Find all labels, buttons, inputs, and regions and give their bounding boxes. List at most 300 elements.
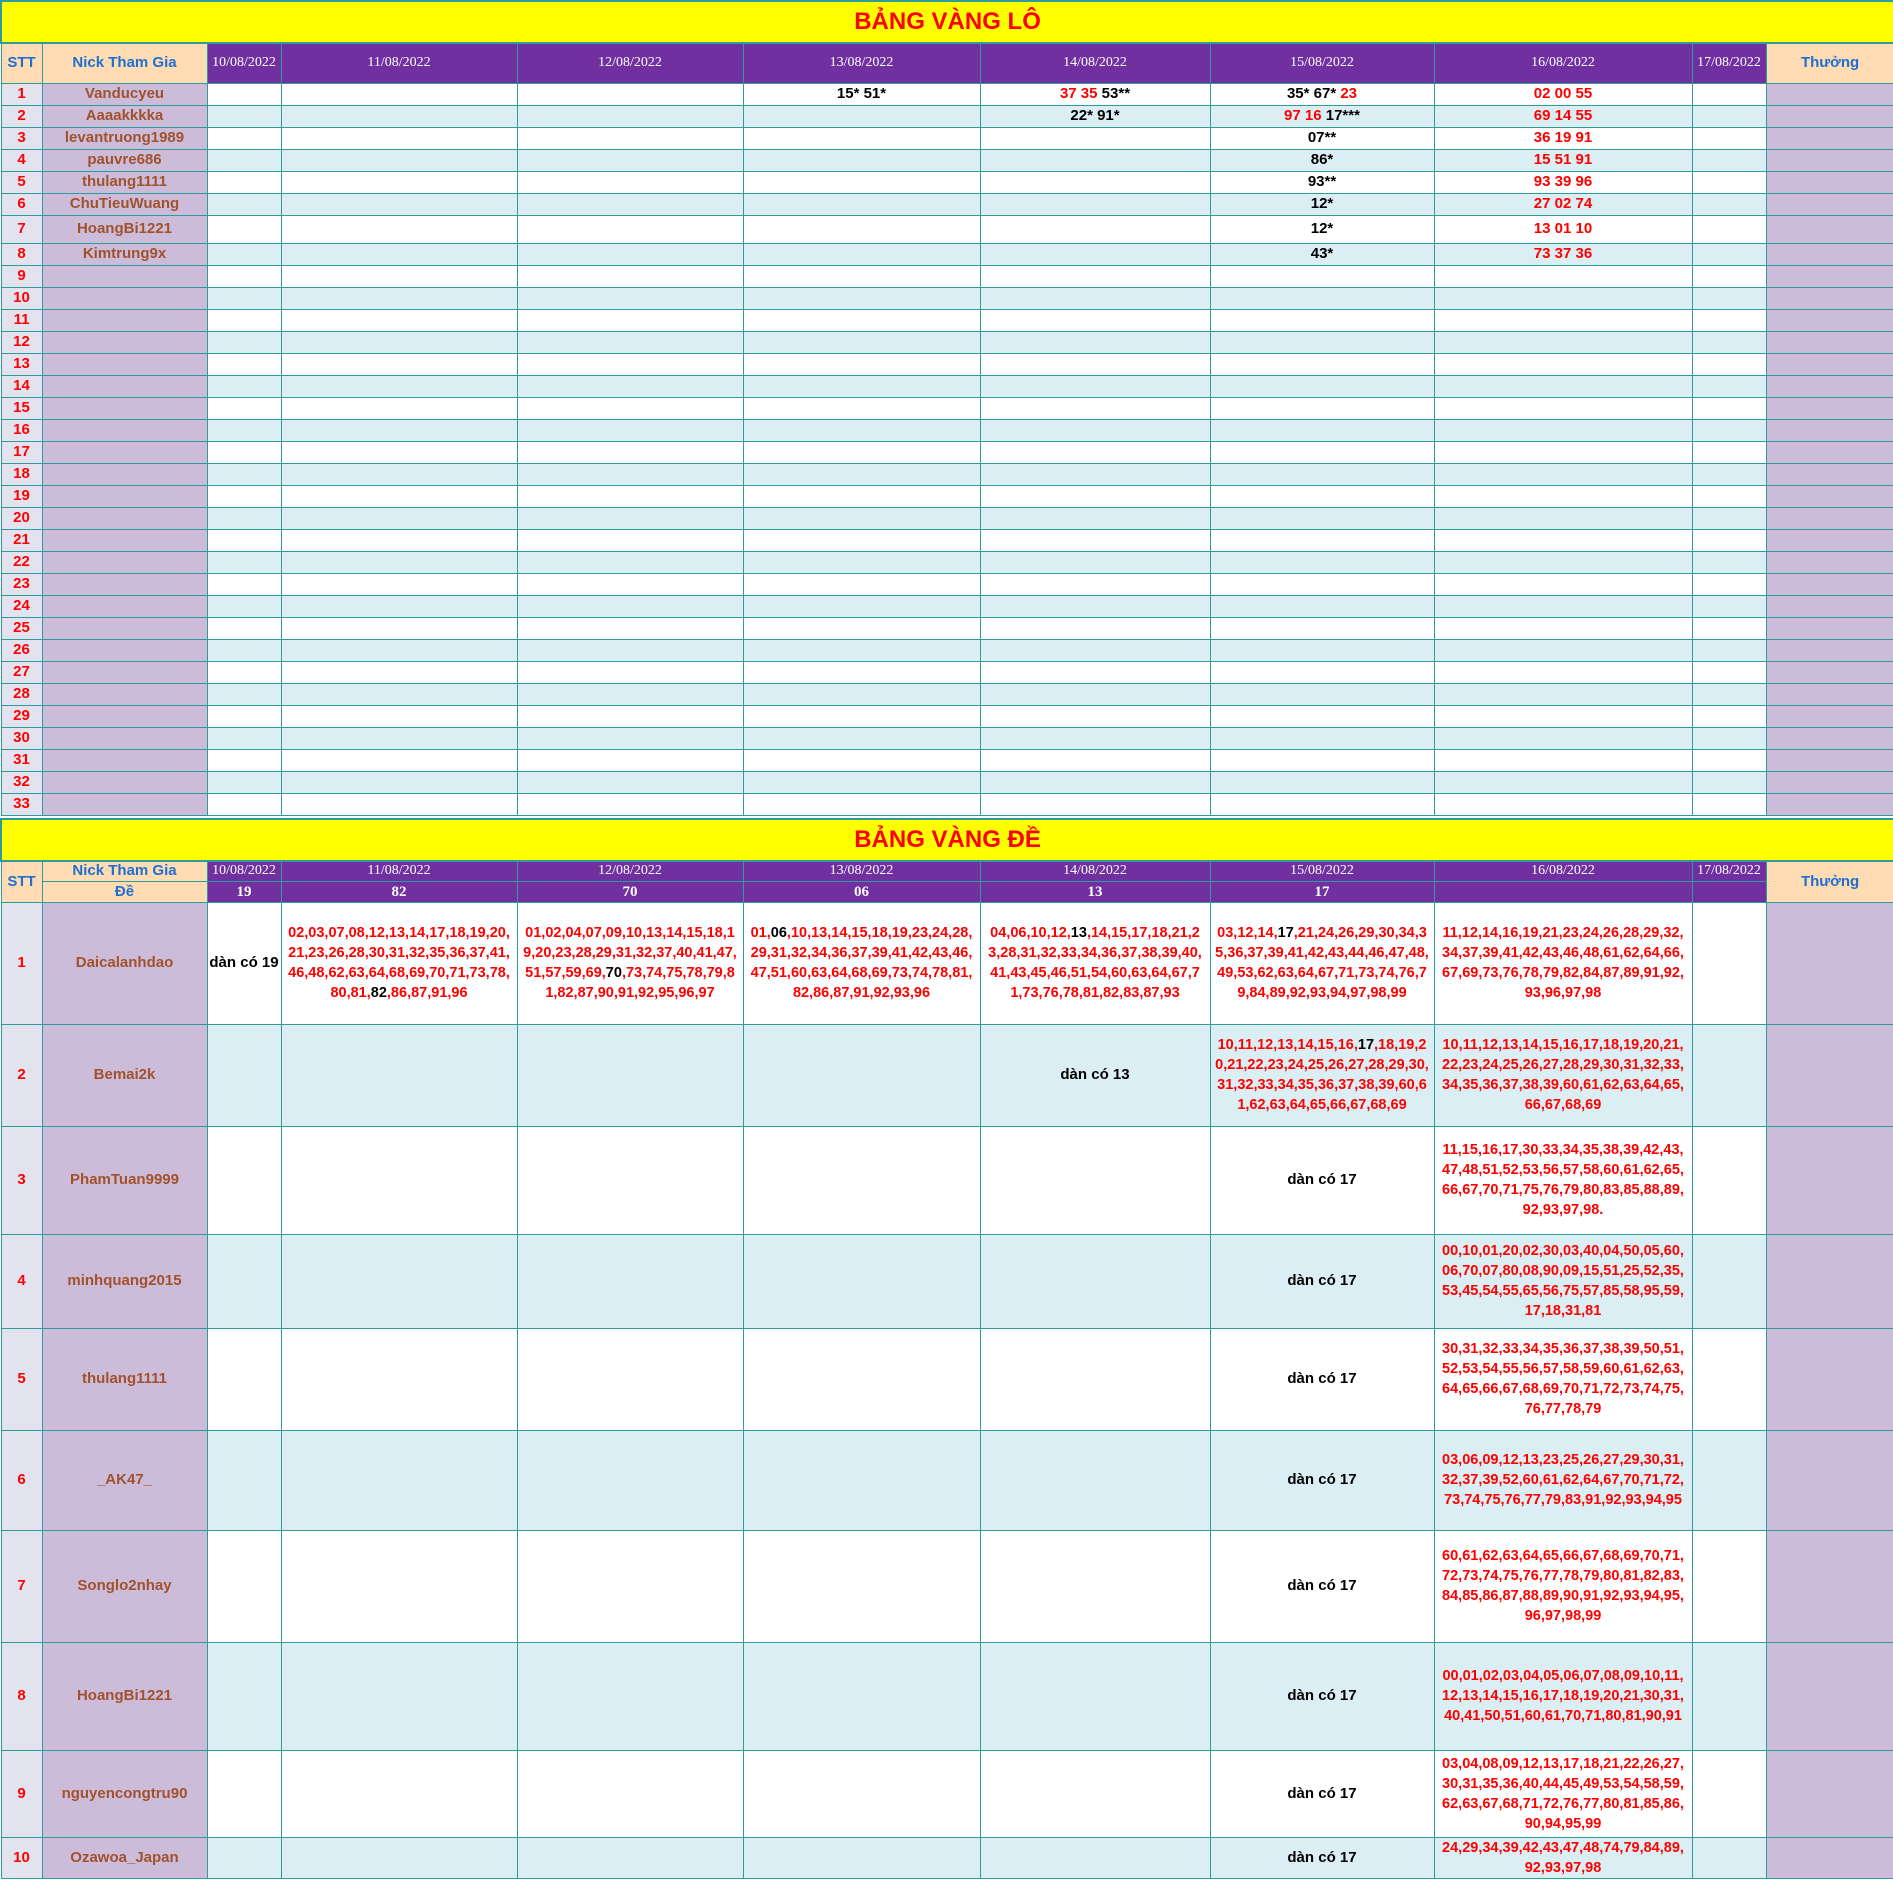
- lo-cell[interactable]: [281, 705, 517, 727]
- lo-cell[interactable]: [1692, 193, 1766, 215]
- de-cell[interactable]: [1692, 1837, 1766, 1878]
- lo-cell[interactable]: [517, 705, 743, 727]
- de-cell[interactable]: [281, 1024, 517, 1126]
- lo-cell[interactable]: [980, 551, 1210, 573]
- lo-cell[interactable]: [281, 265, 517, 287]
- lo-cell[interactable]: [1692, 243, 1766, 265]
- lo-cell[interactable]: [281, 419, 517, 441]
- lo-cell[interactable]: [743, 127, 980, 149]
- lo-cell[interactable]: [281, 771, 517, 793]
- lo-cell[interactable]: [1434, 171, 1692, 193]
- lo-cell[interactable]: [1210, 485, 1434, 507]
- lo-cell[interactable]: [207, 331, 281, 353]
- lo-cell[interactable]: [1210, 617, 1434, 639]
- lo-cell[interactable]: [517, 331, 743, 353]
- lo-cell[interactable]: [281, 485, 517, 507]
- lo-cell[interactable]: [743, 265, 980, 287]
- de-cell[interactable]: [517, 1750, 743, 1837]
- lo-cell[interactable]: [980, 661, 1210, 683]
- lo-cell[interactable]: [1210, 83, 1434, 105]
- de-cell[interactable]: [517, 1328, 743, 1430]
- lo-cell[interactable]: [281, 441, 517, 463]
- de-cell[interactable]: [980, 1126, 1210, 1234]
- lo-cell[interactable]: [517, 441, 743, 463]
- lo-cell[interactable]: [1434, 705, 1692, 727]
- de-cell[interactable]: [980, 902, 1210, 1024]
- lo-cell[interactable]: [980, 353, 1210, 375]
- lo-cell[interactable]: [1210, 463, 1434, 485]
- de-cell[interactable]: [980, 1642, 1210, 1750]
- lo-cell[interactable]: [1434, 193, 1692, 215]
- lo-cell[interactable]: [1210, 397, 1434, 419]
- lo-cell[interactable]: [980, 573, 1210, 595]
- lo-cell[interactable]: [281, 193, 517, 215]
- lo-cell[interactable]: [1210, 595, 1434, 617]
- lo-cell[interactable]: [1434, 463, 1692, 485]
- lo-cell[interactable]: [1434, 793, 1692, 815]
- lo-cell[interactable]: [207, 83, 281, 105]
- lo-cell[interactable]: [1210, 149, 1434, 171]
- de-cell[interactable]: [1210, 1642, 1434, 1750]
- de-cell[interactable]: [281, 1530, 517, 1642]
- de-cell[interactable]: [207, 1234, 281, 1328]
- lo-cell[interactable]: [1434, 127, 1692, 149]
- lo-cell[interactable]: [1692, 397, 1766, 419]
- de-cell[interactable]: [743, 1530, 980, 1642]
- lo-cell[interactable]: [1210, 105, 1434, 127]
- lo-cell[interactable]: [207, 573, 281, 595]
- lo-cell[interactable]: [980, 215, 1210, 243]
- lo-cell[interactable]: [281, 749, 517, 771]
- lo-cell[interactable]: [281, 215, 517, 243]
- lo-cell[interactable]: [1692, 507, 1766, 529]
- lo-cell[interactable]: [281, 639, 517, 661]
- lo-cell[interactable]: [1210, 193, 1434, 215]
- lo-cell[interactable]: [207, 463, 281, 485]
- lo-cell[interactable]: [743, 639, 980, 661]
- de-cell[interactable]: [207, 1024, 281, 1126]
- lo-cell[interactable]: [207, 265, 281, 287]
- lo-cell[interactable]: [517, 749, 743, 771]
- de-cell[interactable]: [281, 1642, 517, 1750]
- lo-cell[interactable]: [281, 105, 517, 127]
- lo-cell[interactable]: [743, 617, 980, 639]
- lo-cell[interactable]: [1692, 309, 1766, 331]
- lo-cell[interactable]: [1692, 683, 1766, 705]
- lo-cell[interactable]: [980, 507, 1210, 529]
- lo-cell[interactable]: [1210, 705, 1434, 727]
- lo-cell[interactable]: [281, 309, 517, 331]
- de-cell[interactable]: [1434, 1530, 1692, 1642]
- lo-cell[interactable]: [1434, 749, 1692, 771]
- lo-cell[interactable]: [1692, 661, 1766, 683]
- lo-cell[interactable]: [281, 551, 517, 573]
- lo-cell[interactable]: [517, 793, 743, 815]
- lo-cell[interactable]: [517, 727, 743, 749]
- de-cell[interactable]: [281, 1126, 517, 1234]
- lo-cell[interactable]: [980, 485, 1210, 507]
- lo-cell[interactable]: [1434, 397, 1692, 419]
- lo-cell[interactable]: [1692, 171, 1766, 193]
- de-cell[interactable]: [743, 1024, 980, 1126]
- lo-cell[interactable]: [1434, 215, 1692, 243]
- de-cell[interactable]: [743, 1642, 980, 1750]
- de-cell[interactable]: [207, 1328, 281, 1430]
- de-cell[interactable]: [1434, 1126, 1692, 1234]
- de-cell[interactable]: [517, 902, 743, 1024]
- lo-cell[interactable]: [980, 705, 1210, 727]
- lo-cell[interactable]: [743, 529, 980, 551]
- lo-cell[interactable]: [980, 639, 1210, 661]
- lo-cell[interactable]: [980, 193, 1210, 215]
- lo-cell[interactable]: [1692, 617, 1766, 639]
- de-cell[interactable]: [1434, 1837, 1692, 1878]
- lo-cell[interactable]: [980, 595, 1210, 617]
- lo-cell[interactable]: [517, 149, 743, 171]
- lo-cell[interactable]: [517, 507, 743, 529]
- lo-cell[interactable]: [1434, 419, 1692, 441]
- de-cell[interactable]: [743, 1837, 980, 1878]
- lo-cell[interactable]: [207, 617, 281, 639]
- lo-cell[interactable]: [1692, 83, 1766, 105]
- lo-cell[interactable]: [1210, 265, 1434, 287]
- lo-cell[interactable]: [743, 375, 980, 397]
- de-cell[interactable]: [517, 1837, 743, 1878]
- lo-cell[interactable]: [207, 193, 281, 215]
- lo-cell[interactable]: [1692, 331, 1766, 353]
- lo-cell[interactable]: [1210, 573, 1434, 595]
- lo-cell[interactable]: [207, 375, 281, 397]
- lo-cell[interactable]: [1210, 683, 1434, 705]
- de-cell[interactable]: [207, 1126, 281, 1234]
- lo-cell[interactable]: [743, 397, 980, 419]
- de-cell[interactable]: [207, 1642, 281, 1750]
- lo-cell[interactable]: [207, 705, 281, 727]
- lo-cell[interactable]: [980, 309, 1210, 331]
- lo-cell[interactable]: [207, 749, 281, 771]
- de-cell[interactable]: [1692, 1750, 1766, 1837]
- lo-cell[interactable]: [207, 529, 281, 551]
- de-cell[interactable]: [1210, 1234, 1434, 1328]
- lo-cell[interactable]: [207, 171, 281, 193]
- lo-cell[interactable]: [517, 463, 743, 485]
- lo-cell[interactable]: [207, 441, 281, 463]
- de-cell[interactable]: [517, 1234, 743, 1328]
- lo-cell[interactable]: [980, 127, 1210, 149]
- de-cell[interactable]: [1434, 1750, 1692, 1837]
- lo-cell[interactable]: [281, 149, 517, 171]
- lo-cell[interactable]: [1210, 215, 1434, 243]
- lo-cell[interactable]: [1210, 375, 1434, 397]
- lo-cell[interactable]: [1434, 771, 1692, 793]
- lo-cell[interactable]: [980, 83, 1210, 105]
- lo-cell[interactable]: [1210, 749, 1434, 771]
- lo-cell[interactable]: [980, 375, 1210, 397]
- lo-cell[interactable]: [1692, 149, 1766, 171]
- lo-cell[interactable]: [207, 105, 281, 127]
- lo-cell[interactable]: [1692, 215, 1766, 243]
- lo-cell[interactable]: [1434, 441, 1692, 463]
- lo-cell[interactable]: [517, 353, 743, 375]
- lo-cell[interactable]: [517, 265, 743, 287]
- lo-cell[interactable]: [743, 683, 980, 705]
- de-cell[interactable]: [980, 1430, 1210, 1530]
- lo-cell[interactable]: [980, 287, 1210, 309]
- lo-cell[interactable]: [207, 661, 281, 683]
- lo-cell[interactable]: [1434, 595, 1692, 617]
- de-cell[interactable]: [980, 1328, 1210, 1430]
- de-cell[interactable]: [1210, 902, 1434, 1024]
- lo-cell[interactable]: [1210, 727, 1434, 749]
- lo-cell[interactable]: [1210, 331, 1434, 353]
- lo-cell[interactable]: [1692, 287, 1766, 309]
- lo-cell[interactable]: [1210, 309, 1434, 331]
- lo-cell[interactable]: [1434, 83, 1692, 105]
- de-cell[interactable]: [281, 1837, 517, 1878]
- lo-cell[interactable]: [743, 793, 980, 815]
- lo-cell[interactable]: [517, 171, 743, 193]
- de-cell[interactable]: [1434, 1642, 1692, 1750]
- lo-cell[interactable]: [207, 309, 281, 331]
- de-cell[interactable]: [517, 1126, 743, 1234]
- lo-cell[interactable]: [743, 419, 980, 441]
- lo-cell[interactable]: [1692, 375, 1766, 397]
- lo-cell[interactable]: [517, 529, 743, 551]
- lo-cell[interactable]: [743, 331, 980, 353]
- de-cell[interactable]: [207, 1750, 281, 1837]
- lo-cell[interactable]: [1692, 265, 1766, 287]
- de-cell[interactable]: [1210, 1126, 1434, 1234]
- lo-cell[interactable]: [281, 727, 517, 749]
- lo-cell[interactable]: [743, 83, 980, 105]
- lo-cell[interactable]: [980, 243, 1210, 265]
- lo-cell[interactable]: [207, 727, 281, 749]
- lo-cell[interactable]: [980, 331, 1210, 353]
- lo-cell[interactable]: [980, 171, 1210, 193]
- de-cell[interactable]: [1434, 1024, 1692, 1126]
- de-cell[interactable]: [1692, 1328, 1766, 1430]
- lo-cell[interactable]: [980, 149, 1210, 171]
- de-cell[interactable]: [281, 1328, 517, 1430]
- lo-cell[interactable]: [517, 397, 743, 419]
- de-cell[interactable]: [517, 1642, 743, 1750]
- lo-cell[interactable]: [281, 595, 517, 617]
- lo-cell[interactable]: [517, 573, 743, 595]
- de-cell[interactable]: [1692, 1024, 1766, 1126]
- lo-cell[interactable]: [980, 617, 1210, 639]
- lo-cell[interactable]: [207, 353, 281, 375]
- lo-cell[interactable]: [743, 149, 980, 171]
- de-cell[interactable]: [1434, 902, 1692, 1024]
- lo-cell[interactable]: [1692, 105, 1766, 127]
- de-cell[interactable]: [743, 1328, 980, 1430]
- de-cell[interactable]: [1210, 1530, 1434, 1642]
- lo-cell[interactable]: [1210, 419, 1434, 441]
- lo-cell[interactable]: [517, 661, 743, 683]
- lo-cell[interactable]: [1210, 353, 1434, 375]
- lo-cell[interactable]: [1692, 127, 1766, 149]
- lo-cell[interactable]: [207, 127, 281, 149]
- lo-cell[interactable]: [743, 287, 980, 309]
- de-cell[interactable]: [1210, 1024, 1434, 1126]
- de-cell[interactable]: [517, 1430, 743, 1530]
- lo-cell[interactable]: [281, 507, 517, 529]
- lo-cell[interactable]: [743, 485, 980, 507]
- lo-cell[interactable]: [1434, 683, 1692, 705]
- lo-cell[interactable]: [281, 683, 517, 705]
- lo-cell[interactable]: [207, 485, 281, 507]
- de-cell[interactable]: [1692, 1234, 1766, 1328]
- lo-cell[interactable]: [281, 287, 517, 309]
- lo-cell[interactable]: [743, 309, 980, 331]
- lo-cell[interactable]: [1210, 243, 1434, 265]
- lo-cell[interactable]: [1434, 353, 1692, 375]
- lo-cell[interactable]: [980, 441, 1210, 463]
- lo-cell[interactable]: [1434, 727, 1692, 749]
- de-cell[interactable]: [207, 1530, 281, 1642]
- lo-cell[interactable]: [1210, 661, 1434, 683]
- lo-cell[interactable]: [1210, 639, 1434, 661]
- lo-cell[interactable]: [281, 529, 517, 551]
- lo-cell[interactable]: [207, 243, 281, 265]
- lo-cell[interactable]: [980, 749, 1210, 771]
- lo-cell[interactable]: [1434, 265, 1692, 287]
- lo-cell[interactable]: [517, 243, 743, 265]
- lo-cell[interactable]: [1692, 727, 1766, 749]
- lo-cell[interactable]: [1692, 749, 1766, 771]
- lo-cell[interactable]: [1210, 127, 1434, 149]
- de-cell[interactable]: [517, 1530, 743, 1642]
- lo-cell[interactable]: [743, 243, 980, 265]
- lo-cell[interactable]: [517, 485, 743, 507]
- lo-cell[interactable]: [743, 573, 980, 595]
- lo-cell[interactable]: [1434, 243, 1692, 265]
- lo-cell[interactable]: [1434, 507, 1692, 529]
- lo-cell[interactable]: [980, 397, 1210, 419]
- de-cell[interactable]: [980, 1837, 1210, 1878]
- lo-cell[interactable]: [207, 287, 281, 309]
- lo-cell[interactable]: [281, 573, 517, 595]
- lo-cell[interactable]: [207, 551, 281, 573]
- lo-cell[interactable]: [281, 793, 517, 815]
- lo-cell[interactable]: [281, 127, 517, 149]
- lo-cell[interactable]: [281, 331, 517, 353]
- de-cell[interactable]: [980, 1750, 1210, 1837]
- lo-cell[interactable]: [281, 463, 517, 485]
- lo-cell[interactable]: [1434, 551, 1692, 573]
- lo-cell[interactable]: [743, 595, 980, 617]
- lo-cell[interactable]: [980, 105, 1210, 127]
- lo-cell[interactable]: [517, 105, 743, 127]
- de-cell[interactable]: [980, 1024, 1210, 1126]
- lo-cell[interactable]: [281, 83, 517, 105]
- lo-cell[interactable]: [517, 639, 743, 661]
- lo-cell[interactable]: [1692, 639, 1766, 661]
- lo-cell[interactable]: [517, 287, 743, 309]
- lo-cell[interactable]: [517, 83, 743, 105]
- lo-cell[interactable]: [743, 727, 980, 749]
- lo-cell[interactable]: [1434, 573, 1692, 595]
- de-cell[interactable]: [281, 1234, 517, 1328]
- lo-cell[interactable]: [281, 397, 517, 419]
- lo-cell[interactable]: [207, 595, 281, 617]
- lo-cell[interactable]: [1434, 375, 1692, 397]
- de-cell[interactable]: [281, 1750, 517, 1837]
- lo-cell[interactable]: [743, 507, 980, 529]
- de-cell[interactable]: [743, 1750, 980, 1837]
- lo-cell[interactable]: [517, 683, 743, 705]
- de-cell[interactable]: [1692, 1126, 1766, 1234]
- lo-cell[interactable]: [1434, 105, 1692, 127]
- lo-cell[interactable]: [1434, 529, 1692, 551]
- lo-cell[interactable]: [517, 127, 743, 149]
- de-cell[interactable]: [1434, 1234, 1692, 1328]
- de-cell[interactable]: [1210, 1430, 1434, 1530]
- de-cell[interactable]: [743, 902, 980, 1024]
- lo-cell[interactable]: [517, 309, 743, 331]
- lo-cell[interactable]: [743, 441, 980, 463]
- lo-cell[interactable]: [1434, 309, 1692, 331]
- lo-cell[interactable]: [1692, 595, 1766, 617]
- lo-cell[interactable]: [517, 595, 743, 617]
- de-cell[interactable]: [517, 1024, 743, 1126]
- lo-cell[interactable]: [1692, 485, 1766, 507]
- lo-cell[interactable]: [1692, 529, 1766, 551]
- lo-cell[interactable]: [980, 529, 1210, 551]
- lo-cell[interactable]: [1692, 793, 1766, 815]
- lo-cell[interactable]: [281, 375, 517, 397]
- lo-cell[interactable]: [207, 507, 281, 529]
- lo-cell[interactable]: [743, 771, 980, 793]
- de-cell[interactable]: [743, 1234, 980, 1328]
- de-cell[interactable]: [281, 902, 517, 1024]
- lo-cell[interactable]: [980, 727, 1210, 749]
- lo-cell[interactable]: [1210, 793, 1434, 815]
- lo-cell[interactable]: [281, 617, 517, 639]
- lo-cell[interactable]: [1210, 171, 1434, 193]
- de-cell[interactable]: [207, 1430, 281, 1530]
- lo-cell[interactable]: [1692, 353, 1766, 375]
- de-cell[interactable]: [980, 1530, 1210, 1642]
- lo-cell[interactable]: [743, 171, 980, 193]
- lo-cell[interactable]: [207, 397, 281, 419]
- lo-cell[interactable]: [517, 771, 743, 793]
- de-cell[interactable]: [207, 902, 281, 1024]
- lo-cell[interactable]: [207, 771, 281, 793]
- lo-cell[interactable]: [980, 419, 1210, 441]
- lo-cell[interactable]: [1210, 507, 1434, 529]
- lo-cell[interactable]: [1210, 287, 1434, 309]
- lo-cell[interactable]: [980, 463, 1210, 485]
- lo-cell[interactable]: [980, 683, 1210, 705]
- lo-cell[interactable]: [1210, 551, 1434, 573]
- lo-cell[interactable]: [743, 551, 980, 573]
- lo-cell[interactable]: [1692, 441, 1766, 463]
- lo-cell[interactable]: [743, 353, 980, 375]
- lo-cell[interactable]: [517, 215, 743, 243]
- lo-cell[interactable]: [207, 683, 281, 705]
- lo-cell[interactable]: [1692, 419, 1766, 441]
- de-cell[interactable]: [1692, 1430, 1766, 1530]
- lo-cell[interactable]: [1692, 551, 1766, 573]
- lo-cell[interactable]: [1692, 573, 1766, 595]
- de-cell[interactable]: [1692, 1530, 1766, 1642]
- lo-cell[interactable]: [1210, 771, 1434, 793]
- lo-cell[interactable]: [1692, 771, 1766, 793]
- lo-cell[interactable]: [1434, 485, 1692, 507]
- lo-cell[interactable]: [207, 419, 281, 441]
- de-cell[interactable]: [1692, 902, 1766, 1024]
